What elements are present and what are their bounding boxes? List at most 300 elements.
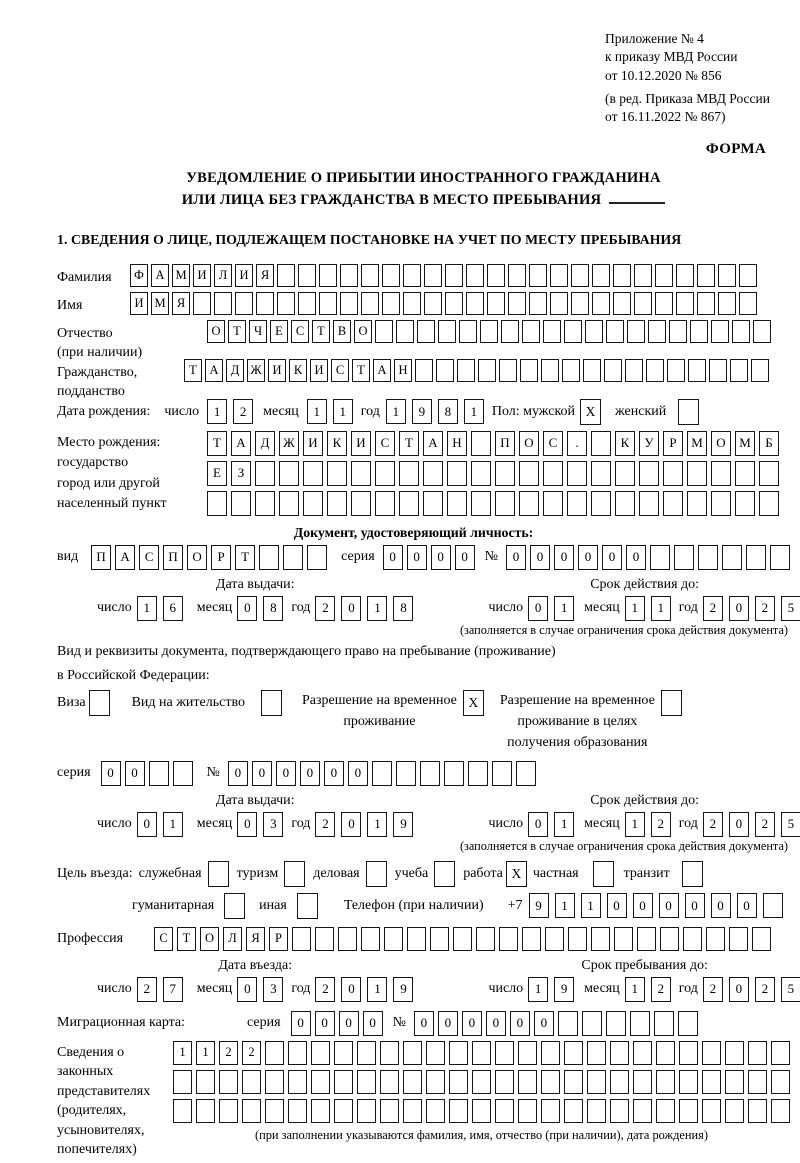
char-cell[interactable]: С: [331, 359, 349, 382]
char-cell[interactable]: 8: [263, 596, 283, 621]
char-cell[interactable]: [478, 359, 496, 382]
char-cell[interactable]: [288, 1070, 307, 1094]
char-cell[interactable]: [633, 1041, 652, 1065]
char-cell[interactable]: [403, 292, 421, 315]
residence-permit-checkbox[interactable]: [261, 690, 282, 716]
char-cell[interactable]: 0: [431, 545, 451, 570]
char-cell[interactable]: О: [187, 545, 207, 570]
char-cell[interactable]: [340, 264, 358, 287]
char-cell[interactable]: [729, 927, 748, 951]
char-cell[interactable]: [771, 1070, 790, 1094]
char-cell[interactable]: 0: [438, 1011, 458, 1036]
char-cell[interactable]: 1: [625, 596, 645, 621]
char-cell[interactable]: [725, 1099, 744, 1123]
char-cell[interactable]: [648, 320, 666, 343]
char-cell[interactable]: 0: [737, 893, 757, 918]
char-cell[interactable]: С: [543, 431, 563, 456]
char-cell[interactable]: [380, 1099, 399, 1123]
char-cell[interactable]: [351, 491, 371, 516]
char-cell[interactable]: [255, 491, 275, 516]
char-cell[interactable]: [426, 1099, 445, 1123]
char-cell[interactable]: [541, 359, 559, 382]
char-cell[interactable]: [288, 1099, 307, 1123]
char-cell[interactable]: 2: [755, 812, 775, 837]
char-cell[interactable]: [471, 491, 491, 516]
char-cell[interactable]: 0: [455, 545, 475, 570]
char-cell[interactable]: Т: [184, 359, 202, 382]
char-cell[interactable]: 1: [555, 893, 575, 918]
char-cell[interactable]: 9: [393, 812, 413, 837]
char-cell[interactable]: [340, 292, 358, 315]
purpose-private-checkbox[interactable]: [593, 861, 614, 887]
char-cell[interactable]: [550, 264, 568, 287]
char-cell[interactable]: [372, 761, 392, 786]
char-cell[interactable]: 7: [163, 977, 183, 1002]
char-cell[interactable]: [610, 1041, 629, 1065]
char-cell[interactable]: 0: [530, 545, 550, 570]
char-cell[interactable]: 0: [348, 761, 368, 786]
char-cell[interactable]: 0: [407, 545, 427, 570]
char-cell[interactable]: 1: [367, 977, 387, 1002]
char-cell[interactable]: 3: [263, 977, 283, 1002]
char-cell[interactable]: 0: [711, 893, 731, 918]
char-cell[interactable]: [633, 1070, 652, 1094]
char-cell[interactable]: [656, 1041, 675, 1065]
char-cell[interactable]: [495, 491, 515, 516]
purpose-business-checkbox[interactable]: [366, 861, 387, 887]
char-cell[interactable]: К: [327, 431, 347, 456]
char-cell[interactable]: 1: [173, 1041, 192, 1065]
char-cell[interactable]: [495, 1070, 514, 1094]
char-cell[interactable]: 0: [125, 761, 145, 786]
char-cell[interactable]: 1: [367, 596, 387, 621]
char-cell[interactable]: [564, 1099, 583, 1123]
char-cell[interactable]: [545, 927, 564, 951]
char-cell[interactable]: [508, 264, 526, 287]
char-cell[interactable]: [519, 491, 539, 516]
char-cell[interactable]: 2: [703, 596, 723, 621]
char-cell[interactable]: 0: [528, 596, 548, 621]
char-cell[interactable]: 1: [137, 596, 157, 621]
char-cell[interactable]: [663, 491, 683, 516]
purpose-study-checkbox[interactable]: [434, 861, 455, 887]
char-cell[interactable]: [679, 1041, 698, 1065]
char-cell[interactable]: Н: [394, 359, 412, 382]
char-cell[interactable]: [752, 927, 771, 951]
char-cell[interactable]: [650, 545, 670, 570]
char-cell[interactable]: М: [172, 264, 190, 287]
char-cell[interactable]: [445, 292, 463, 315]
char-cell[interactable]: И: [303, 431, 323, 456]
char-cell[interactable]: [690, 320, 708, 343]
gender-male-checkbox[interactable]: X: [580, 399, 601, 425]
char-cell[interactable]: Б: [759, 431, 779, 456]
char-cell[interactable]: Т: [352, 359, 370, 382]
char-cell[interactable]: [265, 1070, 284, 1094]
char-cell[interactable]: [444, 761, 464, 786]
char-cell[interactable]: [501, 320, 519, 343]
char-cell[interactable]: [403, 1070, 422, 1094]
char-cell[interactable]: 1: [196, 1041, 215, 1065]
char-cell[interactable]: Ч: [249, 320, 267, 343]
char-cell[interactable]: [403, 1041, 422, 1065]
temp-permit-edu-checkbox[interactable]: [661, 690, 682, 716]
char-cell[interactable]: [771, 1099, 790, 1123]
gender-female-checkbox[interactable]: [678, 399, 699, 425]
char-cell[interactable]: [718, 292, 736, 315]
char-cell[interactable]: [655, 292, 673, 315]
char-cell[interactable]: [606, 1011, 626, 1036]
char-cell[interactable]: [518, 1041, 537, 1065]
char-cell[interactable]: 2: [651, 977, 671, 1002]
char-cell[interactable]: [656, 1099, 675, 1123]
char-cell[interactable]: [396, 761, 416, 786]
char-cell[interactable]: [639, 461, 659, 486]
char-cell[interactable]: [471, 431, 491, 456]
char-cell[interactable]: 1: [333, 399, 353, 424]
char-cell[interactable]: 0: [626, 545, 646, 570]
char-cell[interactable]: И: [310, 359, 328, 382]
char-cell[interactable]: [591, 491, 611, 516]
char-cell[interactable]: [663, 461, 683, 486]
char-cell[interactable]: [307, 545, 327, 570]
char-cell[interactable]: [382, 292, 400, 315]
char-cell[interactable]: [667, 359, 685, 382]
char-cell[interactable]: [403, 264, 421, 287]
char-cell[interactable]: 1: [367, 812, 387, 837]
char-cell[interactable]: [562, 359, 580, 382]
char-cell[interactable]: [697, 264, 715, 287]
char-cell[interactable]: [149, 761, 169, 786]
char-cell[interactable]: [759, 461, 779, 486]
char-cell[interactable]: [357, 1070, 376, 1094]
char-cell[interactable]: Т: [235, 545, 255, 570]
char-cell[interactable]: [627, 320, 645, 343]
char-cell[interactable]: Т: [399, 431, 419, 456]
char-cell[interactable]: [382, 264, 400, 287]
char-cell[interactable]: [683, 927, 702, 951]
char-cell[interactable]: [613, 264, 631, 287]
char-cell[interactable]: [571, 264, 589, 287]
char-cell[interactable]: 2: [755, 977, 775, 1002]
char-cell[interactable]: [698, 545, 718, 570]
char-cell[interactable]: [375, 491, 395, 516]
char-cell[interactable]: [259, 545, 279, 570]
char-cell[interactable]: [417, 320, 435, 343]
char-cell[interactable]: [634, 264, 652, 287]
char-cell[interactable]: [415, 359, 433, 382]
char-cell[interactable]: [625, 359, 643, 382]
char-cell[interactable]: 5: [781, 596, 800, 621]
char-cell[interactable]: [357, 1041, 376, 1065]
char-cell[interactable]: [771, 1041, 790, 1065]
char-cell[interactable]: [298, 292, 316, 315]
char-cell[interactable]: 2: [242, 1041, 261, 1065]
char-cell[interactable]: [746, 545, 766, 570]
char-cell[interactable]: 1: [554, 812, 574, 837]
char-cell[interactable]: [687, 491, 707, 516]
char-cell[interactable]: 0: [729, 977, 749, 1002]
char-cell[interactable]: 2: [703, 812, 723, 837]
char-cell[interactable]: [678, 1011, 698, 1036]
char-cell[interactable]: 0: [528, 812, 548, 837]
char-cell[interactable]: 0: [228, 761, 248, 786]
char-cell[interactable]: 0: [554, 545, 574, 570]
char-cell[interactable]: [770, 545, 790, 570]
char-cell[interactable]: 1: [625, 977, 645, 1002]
char-cell[interactable]: [646, 359, 664, 382]
char-cell[interactable]: 3: [263, 812, 283, 837]
char-cell[interactable]: П: [495, 431, 515, 456]
char-cell[interactable]: [319, 292, 337, 315]
char-cell[interactable]: 1: [163, 812, 183, 837]
char-cell[interactable]: [466, 264, 484, 287]
char-cell[interactable]: [564, 320, 582, 343]
char-cell[interactable]: 0: [315, 1011, 335, 1036]
char-cell[interactable]: [543, 491, 563, 516]
char-cell[interactable]: [541, 1070, 560, 1094]
char-cell[interactable]: [472, 1099, 491, 1123]
char-cell[interactable]: [735, 491, 755, 516]
char-cell[interactable]: [449, 1041, 468, 1065]
char-cell[interactable]: М: [687, 431, 707, 456]
char-cell[interactable]: [338, 927, 357, 951]
char-cell[interactable]: 0: [534, 1011, 554, 1036]
char-cell[interactable]: [606, 320, 624, 343]
char-cell[interactable]: [516, 761, 536, 786]
char-cell[interactable]: [173, 1099, 192, 1123]
char-cell[interactable]: [543, 461, 563, 486]
char-cell[interactable]: [732, 320, 750, 343]
char-cell[interactable]: 1: [581, 893, 601, 918]
char-cell[interactable]: [718, 264, 736, 287]
char-cell[interactable]: [196, 1070, 215, 1094]
char-cell[interactable]: [173, 761, 193, 786]
char-cell[interactable]: 0: [602, 545, 622, 570]
char-cell[interactable]: [173, 1070, 192, 1094]
char-cell[interactable]: 0: [137, 812, 157, 837]
char-cell[interactable]: 9: [393, 977, 413, 1002]
char-cell[interactable]: 9: [412, 399, 432, 424]
char-cell[interactable]: 0: [339, 1011, 359, 1036]
char-cell[interactable]: Я: [172, 292, 190, 315]
char-cell[interactable]: 8: [438, 399, 458, 424]
char-cell[interactable]: У: [639, 431, 659, 456]
char-cell[interactable]: М: [151, 292, 169, 315]
char-cell[interactable]: [303, 461, 323, 486]
char-cell[interactable]: [499, 359, 517, 382]
char-cell[interactable]: [697, 292, 715, 315]
char-cell[interactable]: 2: [315, 977, 335, 1002]
char-cell[interactable]: [583, 359, 601, 382]
char-cell[interactable]: И: [268, 359, 286, 382]
char-cell[interactable]: [457, 359, 475, 382]
char-cell[interactable]: 0: [729, 812, 749, 837]
char-cell[interactable]: 0: [729, 596, 749, 621]
char-cell[interactable]: [639, 491, 659, 516]
char-cell[interactable]: П: [91, 545, 111, 570]
char-cell[interactable]: [298, 264, 316, 287]
char-cell[interactable]: [702, 1070, 721, 1094]
char-cell[interactable]: [739, 264, 757, 287]
char-cell[interactable]: [351, 461, 371, 486]
char-cell[interactable]: [591, 927, 610, 951]
char-cell[interactable]: [288, 1041, 307, 1065]
purpose-tourism-checkbox[interactable]: [284, 861, 305, 887]
char-cell[interactable]: [706, 927, 725, 951]
char-cell[interactable]: [277, 292, 295, 315]
char-cell[interactable]: [759, 491, 779, 516]
char-cell[interactable]: [438, 320, 456, 343]
char-cell[interactable]: [466, 292, 484, 315]
char-cell[interactable]: [361, 264, 379, 287]
char-cell[interactable]: С: [154, 927, 173, 951]
char-cell[interactable]: [311, 1099, 330, 1123]
char-cell[interactable]: [711, 491, 731, 516]
char-cell[interactable]: [571, 292, 589, 315]
char-cell[interactable]: И: [130, 292, 148, 315]
char-cell[interactable]: [687, 461, 707, 486]
char-cell[interactable]: [319, 264, 337, 287]
char-cell[interactable]: .: [567, 431, 587, 456]
char-cell[interactable]: [674, 545, 694, 570]
char-cell[interactable]: [311, 1041, 330, 1065]
char-cell[interactable]: С: [375, 431, 395, 456]
char-cell[interactable]: С: [291, 320, 309, 343]
char-cell[interactable]: [499, 927, 518, 951]
char-cell[interactable]: И: [351, 431, 371, 456]
char-cell[interactable]: [235, 292, 253, 315]
char-cell[interactable]: [529, 264, 547, 287]
char-cell[interactable]: [492, 761, 512, 786]
char-cell[interactable]: [424, 292, 442, 315]
char-cell[interactable]: [423, 491, 443, 516]
char-cell[interactable]: 6: [163, 596, 183, 621]
char-cell[interactable]: [591, 431, 611, 456]
char-cell[interactable]: [633, 1099, 652, 1123]
char-cell[interactable]: [219, 1099, 238, 1123]
char-cell[interactable]: [468, 761, 488, 786]
char-cell[interactable]: [384, 927, 403, 951]
char-cell[interactable]: 1: [464, 399, 484, 424]
char-cell[interactable]: [279, 461, 299, 486]
char-cell[interactable]: А: [373, 359, 391, 382]
char-cell[interactable]: 0: [607, 893, 627, 918]
char-cell[interactable]: [396, 320, 414, 343]
char-cell[interactable]: Л: [214, 264, 232, 287]
char-cell[interactable]: [748, 1041, 767, 1065]
char-cell[interactable]: И: [235, 264, 253, 287]
char-cell[interactable]: [327, 461, 347, 486]
char-cell[interactable]: [725, 1041, 744, 1065]
char-cell[interactable]: [375, 320, 393, 343]
char-cell[interactable]: [449, 1070, 468, 1094]
char-cell[interactable]: 0: [341, 812, 361, 837]
temp-permit-checkbox[interactable]: X: [463, 690, 484, 716]
char-cell[interactable]: 0: [324, 761, 344, 786]
char-cell[interactable]: [676, 264, 694, 287]
char-cell[interactable]: 0: [462, 1011, 482, 1036]
char-cell[interactable]: [615, 461, 635, 486]
char-cell[interactable]: Р: [211, 545, 231, 570]
char-cell[interactable]: Т: [228, 320, 246, 343]
char-cell[interactable]: [751, 359, 769, 382]
char-cell[interactable]: [472, 1070, 491, 1094]
char-cell[interactable]: [357, 1099, 376, 1123]
char-cell[interactable]: [654, 1011, 674, 1036]
char-cell[interactable]: Д: [255, 431, 275, 456]
char-cell[interactable]: [630, 1011, 650, 1036]
char-cell[interactable]: [459, 320, 477, 343]
char-cell[interactable]: 2: [755, 596, 775, 621]
char-cell[interactable]: Т: [312, 320, 330, 343]
char-cell[interactable]: 5: [781, 977, 800, 1002]
char-cell[interactable]: [207, 491, 227, 516]
char-cell[interactable]: 2: [703, 977, 723, 1002]
char-cell[interactable]: А: [231, 431, 251, 456]
char-cell[interactable]: [725, 1070, 744, 1094]
char-cell[interactable]: [655, 264, 673, 287]
char-cell[interactable]: [303, 491, 323, 516]
char-cell[interactable]: Т: [177, 927, 196, 951]
purpose-work-checkbox[interactable]: X: [506, 861, 527, 887]
char-cell[interactable]: 0: [383, 545, 403, 570]
char-cell[interactable]: А: [205, 359, 223, 382]
char-cell[interactable]: [529, 292, 547, 315]
char-cell[interactable]: [279, 491, 299, 516]
char-cell[interactable]: [518, 1070, 537, 1094]
char-cell[interactable]: [735, 461, 755, 486]
char-cell[interactable]: [550, 292, 568, 315]
char-cell[interactable]: [449, 1099, 468, 1123]
char-cell[interactable]: Е: [270, 320, 288, 343]
char-cell[interactable]: Д: [226, 359, 244, 382]
char-cell[interactable]: З: [231, 461, 251, 486]
char-cell[interactable]: [519, 461, 539, 486]
char-cell[interactable]: Ж: [279, 431, 299, 456]
char-cell[interactable]: Т: [207, 431, 227, 456]
char-cell[interactable]: Р: [663, 431, 683, 456]
char-cell[interactable]: 0: [276, 761, 296, 786]
char-cell[interactable]: [453, 927, 472, 951]
char-cell[interactable]: [688, 359, 706, 382]
char-cell[interactable]: [495, 461, 515, 486]
char-cell[interactable]: 0: [685, 893, 705, 918]
char-cell[interactable]: [334, 1099, 353, 1123]
char-cell[interactable]: [265, 1099, 284, 1123]
char-cell[interactable]: [702, 1099, 721, 1123]
char-cell[interactable]: [487, 264, 505, 287]
char-cell[interactable]: Р: [269, 927, 288, 951]
char-cell[interactable]: М: [735, 431, 755, 456]
char-cell[interactable]: [193, 292, 211, 315]
char-cell[interactable]: 2: [651, 812, 671, 837]
char-cell[interactable]: [592, 292, 610, 315]
char-cell[interactable]: [520, 359, 538, 382]
char-cell[interactable]: [424, 264, 442, 287]
char-cell[interactable]: О: [519, 431, 539, 456]
char-cell[interactable]: [592, 264, 610, 287]
char-cell[interactable]: [567, 491, 587, 516]
char-cell[interactable]: П: [163, 545, 183, 570]
char-cell[interactable]: [375, 461, 395, 486]
char-cell[interactable]: [327, 491, 347, 516]
char-cell[interactable]: [361, 292, 379, 315]
char-cell[interactable]: [541, 1099, 560, 1123]
char-cell[interactable]: [679, 1099, 698, 1123]
char-cell[interactable]: [543, 320, 561, 343]
char-cell[interactable]: [231, 491, 251, 516]
